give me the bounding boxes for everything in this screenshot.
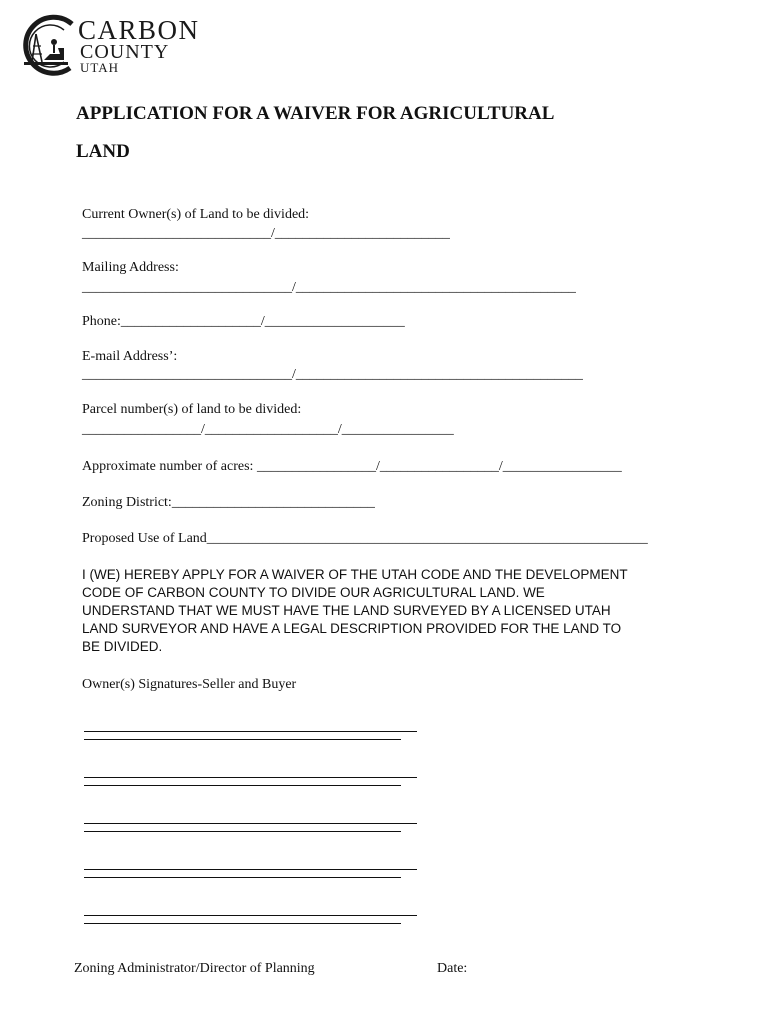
- owners-input[interactable]: ___________________________/_________________________: [82, 226, 450, 241]
- declaration-line: I (WE) HEREBY APPLY FOR A WAIVER OF THE UTAH CODE AND THE DEVELOPMENT: [82, 567, 628, 582]
- email-label: E-mail Address’:: [82, 349, 178, 364]
- proposed-use-field[interactable]: Proposed Use of Land_______________________________________________________________: [82, 531, 648, 546]
- logo-text-county: COUNTY: [80, 41, 170, 63]
- zoning-district-field[interactable]: Zoning District:_____________________________: [82, 495, 375, 510]
- parcel-label: Parcel number(s) of land to be divided:: [82, 402, 302, 417]
- logo-text-carbon: CARBON: [78, 15, 200, 45]
- logo-text-utah: UTAH: [80, 60, 120, 75]
- declaration-line: LAND SURVEYOR AND HAVE A LEGAL DESCRIPTION PROVIDED FOR THE LAND TO: [82, 621, 622, 636]
- declaration-line: BE DIVIDED.: [82, 639, 163, 654]
- signature-line-4[interactable]: [84, 869, 418, 879]
- waiver-declaration: [82, 566, 692, 656]
- zoning-administrator-label: Zoning Administrator/Director of Planning: [74, 961, 315, 976]
- signature-line-3[interactable]: [84, 823, 418, 833]
- county-seal-icon: [14, 14, 80, 76]
- mailing-address-input[interactable]: ______________________________/________________________________________: [82, 280, 576, 295]
- signature-line-1[interactable]: [84, 731, 418, 741]
- document-title-line2: LAND: [76, 141, 130, 162]
- mailing-address-label: Mailing Address:: [82, 260, 179, 275]
- document-title-line1: APPLICATION FOR A WAIVER FOR AGRICULTURAL: [76, 103, 555, 124]
- owners-label: Current Owner(s) of Land to be divided:: [82, 207, 310, 222]
- declaration-line: CODE OF CARBON COUNTY TO DIVIDE OUR AGRICULTURAL LAND. WE: [82, 585, 545, 600]
- date-label: Date:: [437, 961, 468, 976]
- signature-line-2[interactable]: [84, 777, 418, 787]
- parcel-input[interactable]: _________________/___________________/________________: [82, 422, 454, 437]
- acres-field[interactable]: Approximate number of acres: _________________/_________________/_________________: [82, 459, 622, 474]
- carbon-county-logo: [14, 14, 214, 76]
- email-input[interactable]: ______________________________/_________________________________________: [82, 367, 583, 382]
- declaration-line: UNDERSTAND THAT WE MUST HAVE THE LAND SURVEYED BY A LICENSED UTAH: [82, 603, 611, 618]
- signature-line-5[interactable]: [84, 915, 418, 925]
- phone-field[interactable]: Phone:____________________/____________________: [82, 314, 405, 329]
- signatures-label: Owner(s) Signatures-Seller and Buyer: [82, 677, 297, 692]
